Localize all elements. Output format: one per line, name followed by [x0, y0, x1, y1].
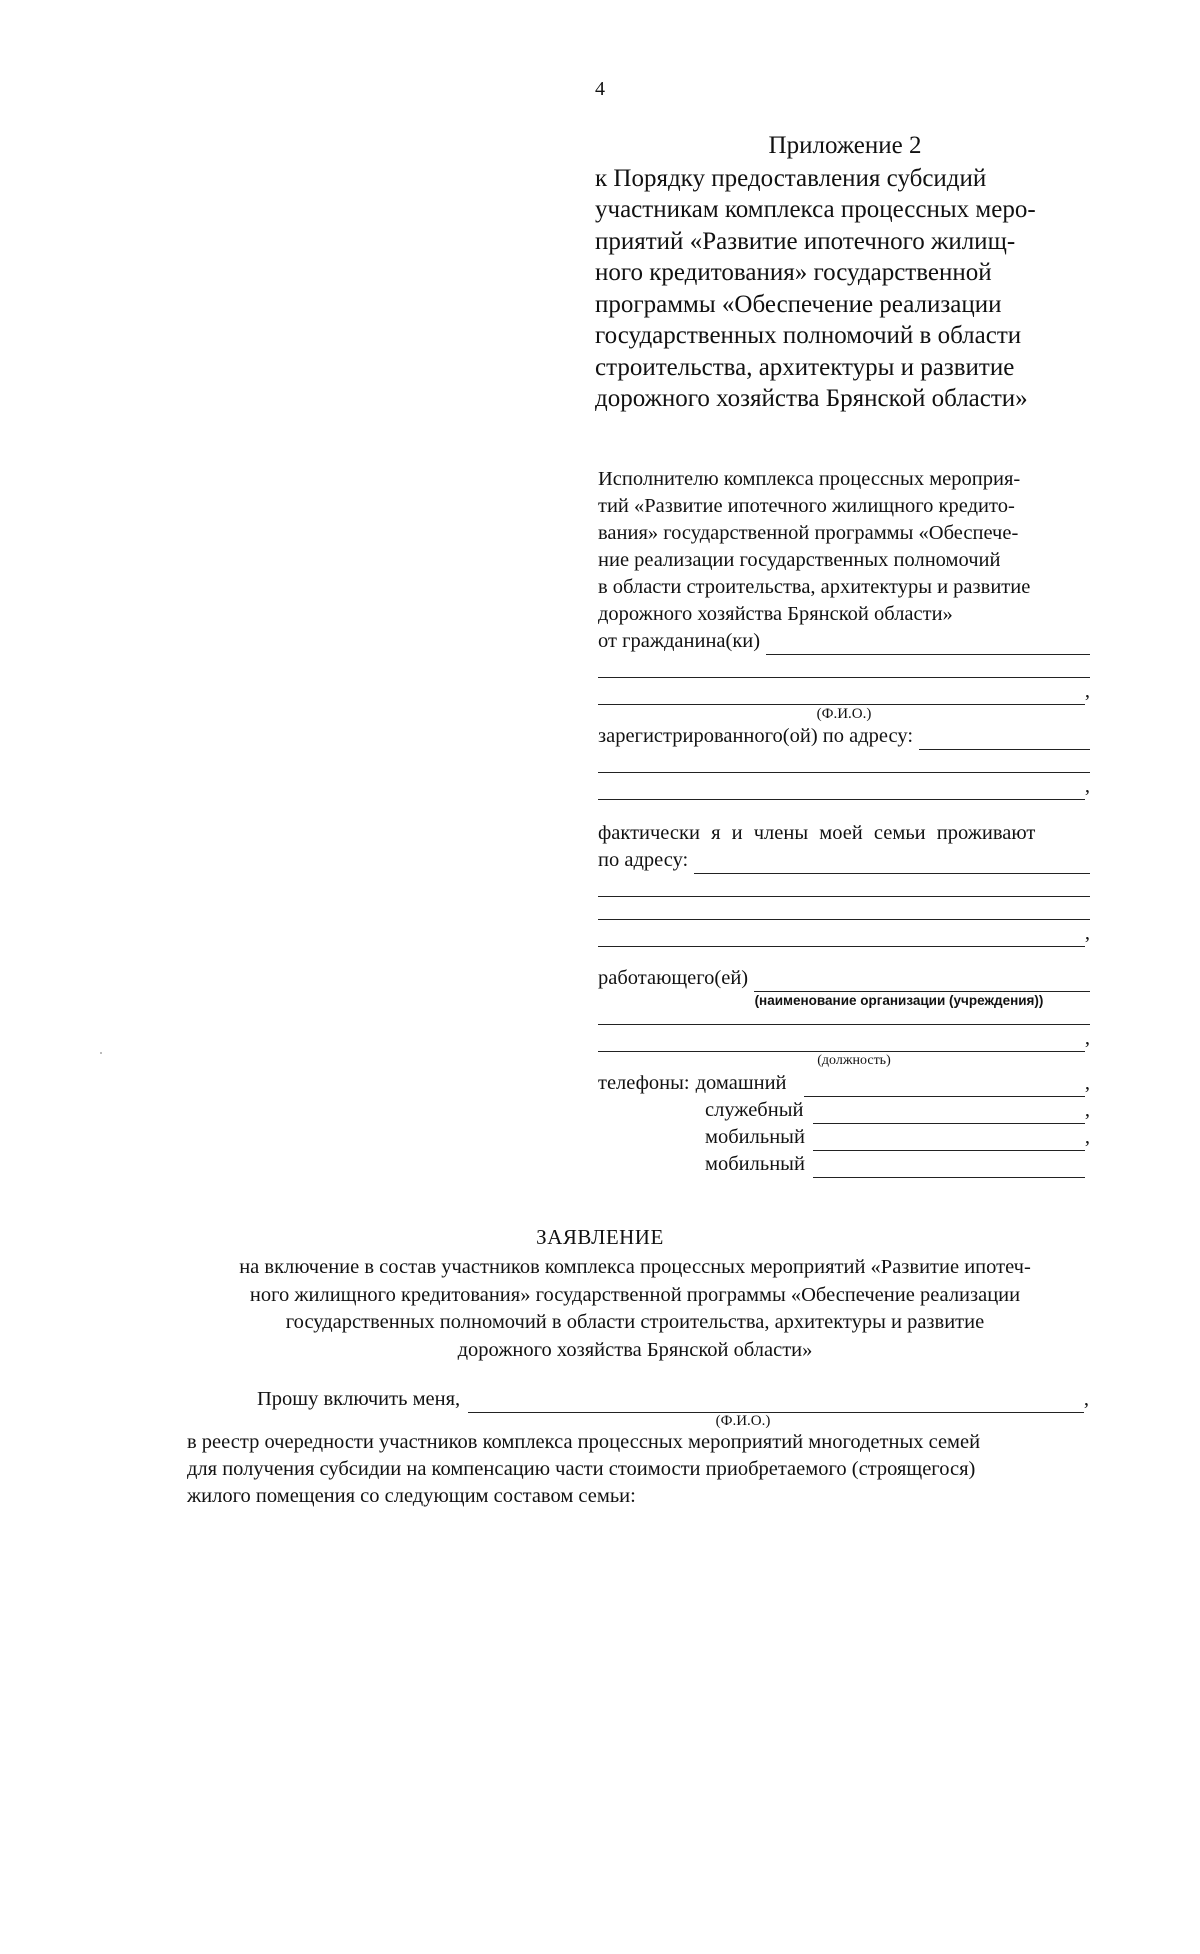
- from-citizen-row: [598, 628, 1090, 655]
- registered-address-row: [598, 723, 1090, 750]
- actual-address-field-2[interactable]: [598, 874, 1090, 897]
- page-number: 4: [595, 78, 605, 100]
- appendix-line: участникам комплекса процессных меро-: [595, 196, 1036, 223]
- working-row: [598, 965, 1090, 992]
- fio-field-line-3[interactable]: [598, 684, 1085, 705]
- phone-home-label: домашний: [695, 1072, 787, 1094]
- comma: ,: [1084, 1027, 1090, 1049]
- fio-field-line-3-row: [598, 678, 1090, 705]
- appendix-line: строительства, архитектуры и развитие: [595, 353, 1015, 381]
- position-caption: (должность): [817, 1053, 891, 1068]
- statement-subtitle-line: государственных полномочий в области строительства, архитектуры и развитие: [285, 1311, 985, 1333]
- statement-subtitle-line: дорожного хозяйства Брянской области»: [457, 1338, 813, 1361]
- comma: ,: [1084, 1072, 1090, 1094]
- from-citizen-label: от гражданина(ки): [598, 630, 761, 652]
- statement-title: ЗАЯВЛЕНИЕ: [536, 1225, 664, 1249]
- request-row: [187, 1386, 1089, 1413]
- phone-mobile-2-field[interactable]: [813, 1157, 1085, 1178]
- addressee-line: дорожного хозяйства Брянской области»: [598, 603, 953, 625]
- appendix-line: государственных полномочий в области: [595, 322, 1022, 349]
- request-fio-field[interactable]: [468, 1394, 1084, 1413]
- actual-address-label-1: [598, 820, 1090, 847]
- appendix-line: программы «Обеспечение реализации: [595, 290, 1002, 318]
- request-label: Прошу включить меня,: [257, 1388, 461, 1410]
- phone-mobile-1-row: [598, 1124, 1090, 1151]
- actual-address-label-2: по адресу:: [598, 849, 689, 871]
- scan-artifact: [100, 1052, 102, 1054]
- registered-address-field-3-row: [598, 773, 1090, 800]
- comma: ,: [1084, 922, 1090, 944]
- actual-address-field-1[interactable]: [694, 853, 1090, 874]
- organization-field-3-row: [598, 1025, 1090, 1052]
- appendix-line: к Порядку предоставления субсидий: [595, 164, 987, 192]
- appendix-line: ного кредитования» государственной: [595, 259, 992, 286]
- addressee-line: вания» государственной программы «Обеспече-: [598, 522, 1019, 544]
- registered-address-field-1[interactable]: [919, 729, 1090, 750]
- appendix-block: [595, 130, 1085, 415]
- comma: ,: [1084, 1126, 1090, 1148]
- request-fio-caption: (Ф.И.О.): [715, 1413, 771, 1429]
- actual-address-label-text: фактически я и члены моей семьи проживают: [598, 822, 1036, 844]
- organization-field-2[interactable]: [598, 1010, 1090, 1025]
- actual-address-row: [598, 847, 1090, 874]
- comma: ,: [1084, 680, 1090, 702]
- organization-caption: (наименование организации (учреждения)): [754, 993, 1044, 1008]
- addressee-line: Исполнителю комплекса процессных мероприя-: [598, 468, 1021, 490]
- actual-address-field-3[interactable]: [598, 897, 1090, 920]
- addressee-block: [598, 466, 1090, 1178]
- phones-label: телефоны:: [598, 1072, 690, 1094]
- phone-mobile-1-field[interactable]: [813, 1130, 1085, 1151]
- working-label: работающего(ей): [598, 967, 749, 989]
- organization-field-3[interactable]: [598, 1031, 1085, 1052]
- appendix-line: дорожного хозяйства Брянской области»: [595, 385, 1028, 412]
- phone-mobile-1-label: мобильный: [705, 1126, 805, 1148]
- phone-mobile-2-row: [598, 1151, 1090, 1178]
- registered-address-field-3[interactable]: [598, 779, 1085, 800]
- comma: ,: [1083, 1388, 1089, 1410]
- fio-caption: (Ф.И.О.): [816, 706, 872, 722]
- phone-mobile-2-label: мобильный: [705, 1153, 805, 1175]
- addressee-line: в области строительства, архитектуры и развитие: [598, 576, 1031, 598]
- body-line: для получения субсидии на компенсацию части стоимости приобретаемого (строящегося): [187, 1458, 976, 1480]
- phone-work-row: [598, 1097, 1090, 1124]
- actual-address-field-4-row: [598, 920, 1090, 947]
- registered-address-label: зарегистрированного(ой) по адресу:: [598, 725, 914, 747]
- statement-subtitle: [175, 1254, 1095, 1364]
- fio-field-line-2[interactable]: [598, 655, 1090, 678]
- addressee-line: тий «Развитие ипотечного жилищного кредито-: [598, 495, 1015, 517]
- statement-subtitle-line: на включение в состав участников комплекса процессных мероприятий «Развитие ипотеч-: [239, 1256, 1031, 1278]
- body-line: в реестр очередности участников комплекса процессных мероприятий многодетных семей: [187, 1431, 981, 1453]
- statement-body: [187, 1386, 1089, 1510]
- addressee-line: ние реализации государственных полномочий: [598, 549, 1001, 571]
- body-line: жилого помещения со следующим составом семьи:: [187, 1485, 636, 1507]
- phone-home-row: [598, 1070, 1090, 1097]
- actual-address-field-4[interactable]: [598, 926, 1085, 947]
- statement-subtitle-line: ного жилищного кредитования» государственной программы «Обеспечение реализации: [249, 1283, 1021, 1306]
- phone-work-label: служебный: [705, 1099, 804, 1121]
- comma: ,: [1084, 775, 1090, 797]
- appendix-line: приятий «Развитие ипотечного жилищ-: [595, 227, 1016, 255]
- fio-field-line-1[interactable]: [766, 634, 1090, 655]
- comma: ,: [1084, 1099, 1090, 1121]
- organization-field-1[interactable]: [754, 971, 1090, 992]
- appendix-title: Приложение 2: [768, 132, 922, 159]
- phone-home-field[interactable]: [804, 1076, 1085, 1097]
- registered-address-field-2[interactable]: [598, 750, 1090, 773]
- phone-work-field[interactable]: [813, 1103, 1085, 1124]
